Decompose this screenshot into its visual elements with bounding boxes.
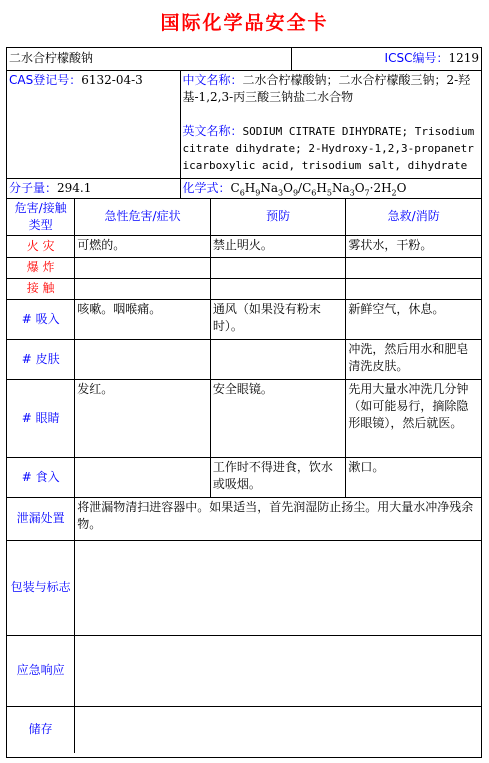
- cas-label: CAS登记号：: [9, 72, 82, 87]
- chemical-name: 二水合柠檬酸钠: [7, 48, 291, 70]
- en-value: SODIUM CITRATE DIHYDRATE; Trisodium citrate dihydrate; 2-Hydroxy-1,2,3-propanetricarboxylic acid, trisodium salt, dihydrate: [182, 124, 475, 172]
- cn-value: 二水合柠檬酸钠；二水合柠檬酸三钠；2-羟基-1,2,3-丙三酸三钠盐二水合物: [182, 72, 471, 104]
- row-eyes: # 眼睛 发红。 安全眼镜。 先用大量水冲洗几分钟（如可能易行，摘除隐形眼镜），然后就医。: [7, 379, 481, 457]
- section-table: [7, 497, 481, 754]
- card-title: 国际化学品安全卡: [160, 12, 329, 34]
- cas-value: 6132-04-3: [81, 72, 143, 87]
- row-explosion: 爆 炸: [7, 257, 481, 278]
- row-spill: 泄漏处置 将泄漏物清扫进容器中。如果适当，首先润湿防止扬尘。用大量水冲净残余物。: [7, 497, 481, 540]
- safety-card: [6, 47, 482, 758]
- row-fire: 火 灾 可燃的。 禁止明火。 雾状水，干粉。: [7, 235, 481, 257]
- english-name: [183, 123, 480, 174]
- col-acute: 急性危害/症状: [75, 198, 211, 235]
- row-emergency: 应急响应: [7, 635, 481, 706]
- formula-value: $C_6H_9Na_3O_9/C_6H_5Na_3O_7\cdot 2H_2O$: [230, 180, 407, 197]
- col-first-aid: 急救/消防: [346, 198, 481, 235]
- row-packaging: 包装与标志: [7, 540, 481, 635]
- row-skin: # 皮肤 冲洗，然后用水和肥皂清洗皮肤。: [7, 339, 481, 379]
- mw-cell: [7, 178, 180, 198]
- icsc-value: 1219: [448, 51, 479, 66]
- en-label: 英文名称：: [182, 123, 243, 138]
- icsc-number: [291, 48, 481, 70]
- row-contact: 接 触: [7, 278, 481, 299]
- row-storage: 储存: [7, 706, 481, 753]
- row-inhalation: # 吸入 咳嗽。咽喉痛。 通风（如果没有粉末时）。 新鲜空气，休息。: [7, 299, 481, 339]
- formula-cell: [180, 178, 481, 198]
- cn-label: 中文名称：: [182, 72, 243, 87]
- cas-cell: [7, 70, 180, 178]
- icsc-label: ICSC编号：: [384, 51, 449, 66]
- col-prevention: 预防: [210, 198, 346, 235]
- identity-table: [7, 70, 481, 199]
- formula-label: 化学式：: [182, 180, 231, 195]
- hazard-table: [7, 198, 481, 498]
- names-cell: [180, 70, 481, 178]
- chinese-name: [183, 72, 480, 106]
- mw-value: 294.1: [57, 180, 92, 195]
- header-table: [7, 48, 481, 71]
- row-ingestion: # 食入 工作时不得进食，饮水或吸烟。 漱口。: [7, 457, 481, 497]
- col-hazard-type: 危害/接触类型: [7, 198, 75, 235]
- mw-label: 分子量：: [9, 180, 58, 195]
